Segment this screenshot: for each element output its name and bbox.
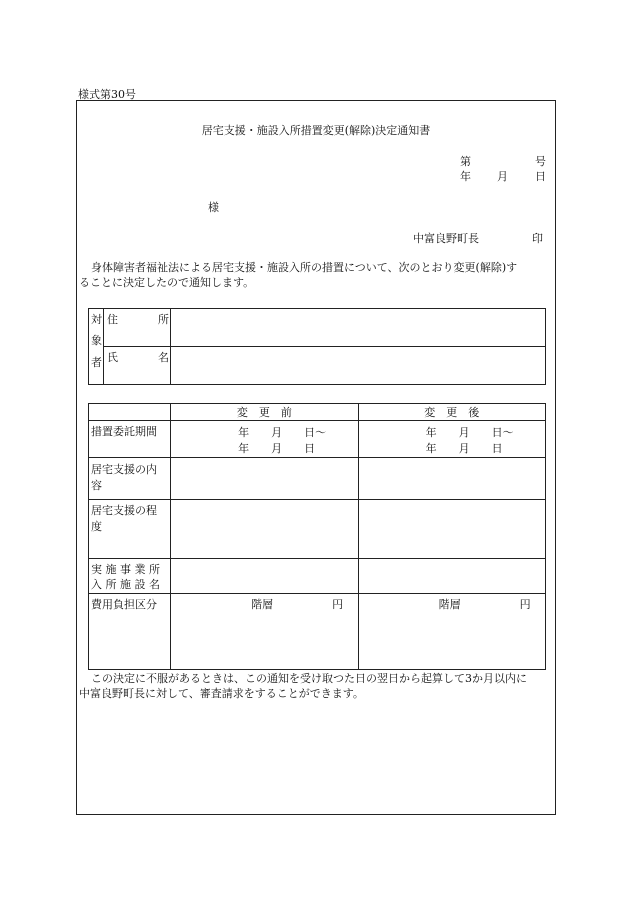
degree-label-line-2: 度 <box>91 520 102 533</box>
subject-group-label-cell <box>89 309 104 385</box>
name-value-cell[interactable] <box>171 347 546 385</box>
subject-group-char-3: 者 <box>91 356 102 369</box>
period-before-end: 年 月 日 <box>238 442 316 455</box>
degree-label-line-1: 居宅支援の程 <box>91 504 157 517</box>
subject-group-char-2: 象 <box>91 334 102 347</box>
cost-label: 費用負担区分 <box>91 598 157 611</box>
address-label-b: 所 <box>158 313 169 326</box>
period-after-end: 年 月 日 <box>425 442 503 455</box>
address-label-cell <box>104 309 171 347</box>
facility-label-cell <box>89 559 171 594</box>
facility-before-cell[interactable] <box>171 559 358 594</box>
subject-table <box>88 308 546 385</box>
period-before-start: 年 月 日〜 <box>238 426 327 439</box>
period-after-cell[interactable] <box>358 421 545 458</box>
content-label-cell <box>89 458 171 500</box>
cost-label-cell <box>89 594 171 670</box>
addressee-suffix: 様 <box>208 201 219 214</box>
degree-label-cell <box>89 500 171 559</box>
intro-line-2: ることに決定したので通知します。 <box>79 276 255 289</box>
issuer-seal: 印 <box>532 232 543 245</box>
address-label-a: 住 <box>107 313 118 326</box>
doc-number-go: 号 <box>535 155 546 168</box>
before-header: 変 更 前 <box>171 404 358 421</box>
cost-after-unit: 円 <box>519 598 531 611</box>
document-frame <box>76 100 556 815</box>
degree-before-cell[interactable] <box>171 500 358 559</box>
cost-before-unit: 円 <box>332 598 344 611</box>
facility-label-line-1: 実 施 事 業 所 <box>91 563 160 576</box>
cost-after-cell[interactable] <box>358 594 545 670</box>
change-table <box>88 403 546 670</box>
form-number: 様式第30号 <box>78 88 136 101</box>
document-title: 居宅支援・施設入所措置変更(解除)決定通知書 <box>201 124 431 137</box>
issuer-name: 中富良野町長 <box>413 232 479 245</box>
doc-date-day: 日 <box>535 170 546 183</box>
doc-date-year: 年 <box>460 170 471 183</box>
cost-before-class: 階層 <box>251 598 274 611</box>
period-before-cell[interactable] <box>171 421 358 458</box>
cost-before-cell[interactable] <box>171 594 358 670</box>
after-header: 変 更 後 <box>358 404 545 421</box>
subject-group-char-1: 対 <box>91 313 102 326</box>
address-value-cell[interactable] <box>171 309 546 347</box>
content-label-line-2: 容 <box>91 479 102 492</box>
content-label-line-1: 居宅支援の内 <box>91 463 157 476</box>
period-label: 措置委託期間 <box>91 425 157 438</box>
period-label-cell <box>89 421 171 458</box>
facility-after-cell[interactable] <box>358 559 545 594</box>
change-header-blank <box>89 404 171 421</box>
notice-line-1: この決定に不服があるときは、この通知を受け取つた日の翌日から起算して3か月以内に <box>91 672 527 685</box>
period-after-start: 年 月 日〜 <box>425 426 514 439</box>
cost-after-class: 階層 <box>438 598 461 611</box>
content-after-cell[interactable] <box>358 458 545 500</box>
content-before-cell[interactable] <box>171 458 358 500</box>
doc-date-month: 月 <box>497 170 508 183</box>
degree-after-cell[interactable] <box>358 500 545 559</box>
facility-label-line-2: 入 所 施 設 名 <box>91 578 160 591</box>
name-label-a: 氏 <box>107 351 118 364</box>
notice-line-2: 中富良野町長に対して、審査請求をすることができます。 <box>79 687 364 700</box>
name-label-cell <box>104 347 171 385</box>
name-label-b: 名 <box>158 351 169 364</box>
doc-number-dai: 第 <box>460 155 471 168</box>
intro-line-1: 身体障害者福祉法による居宅支援・施設入所の措置について、次のとおり変更(解除)す <box>91 261 518 274</box>
